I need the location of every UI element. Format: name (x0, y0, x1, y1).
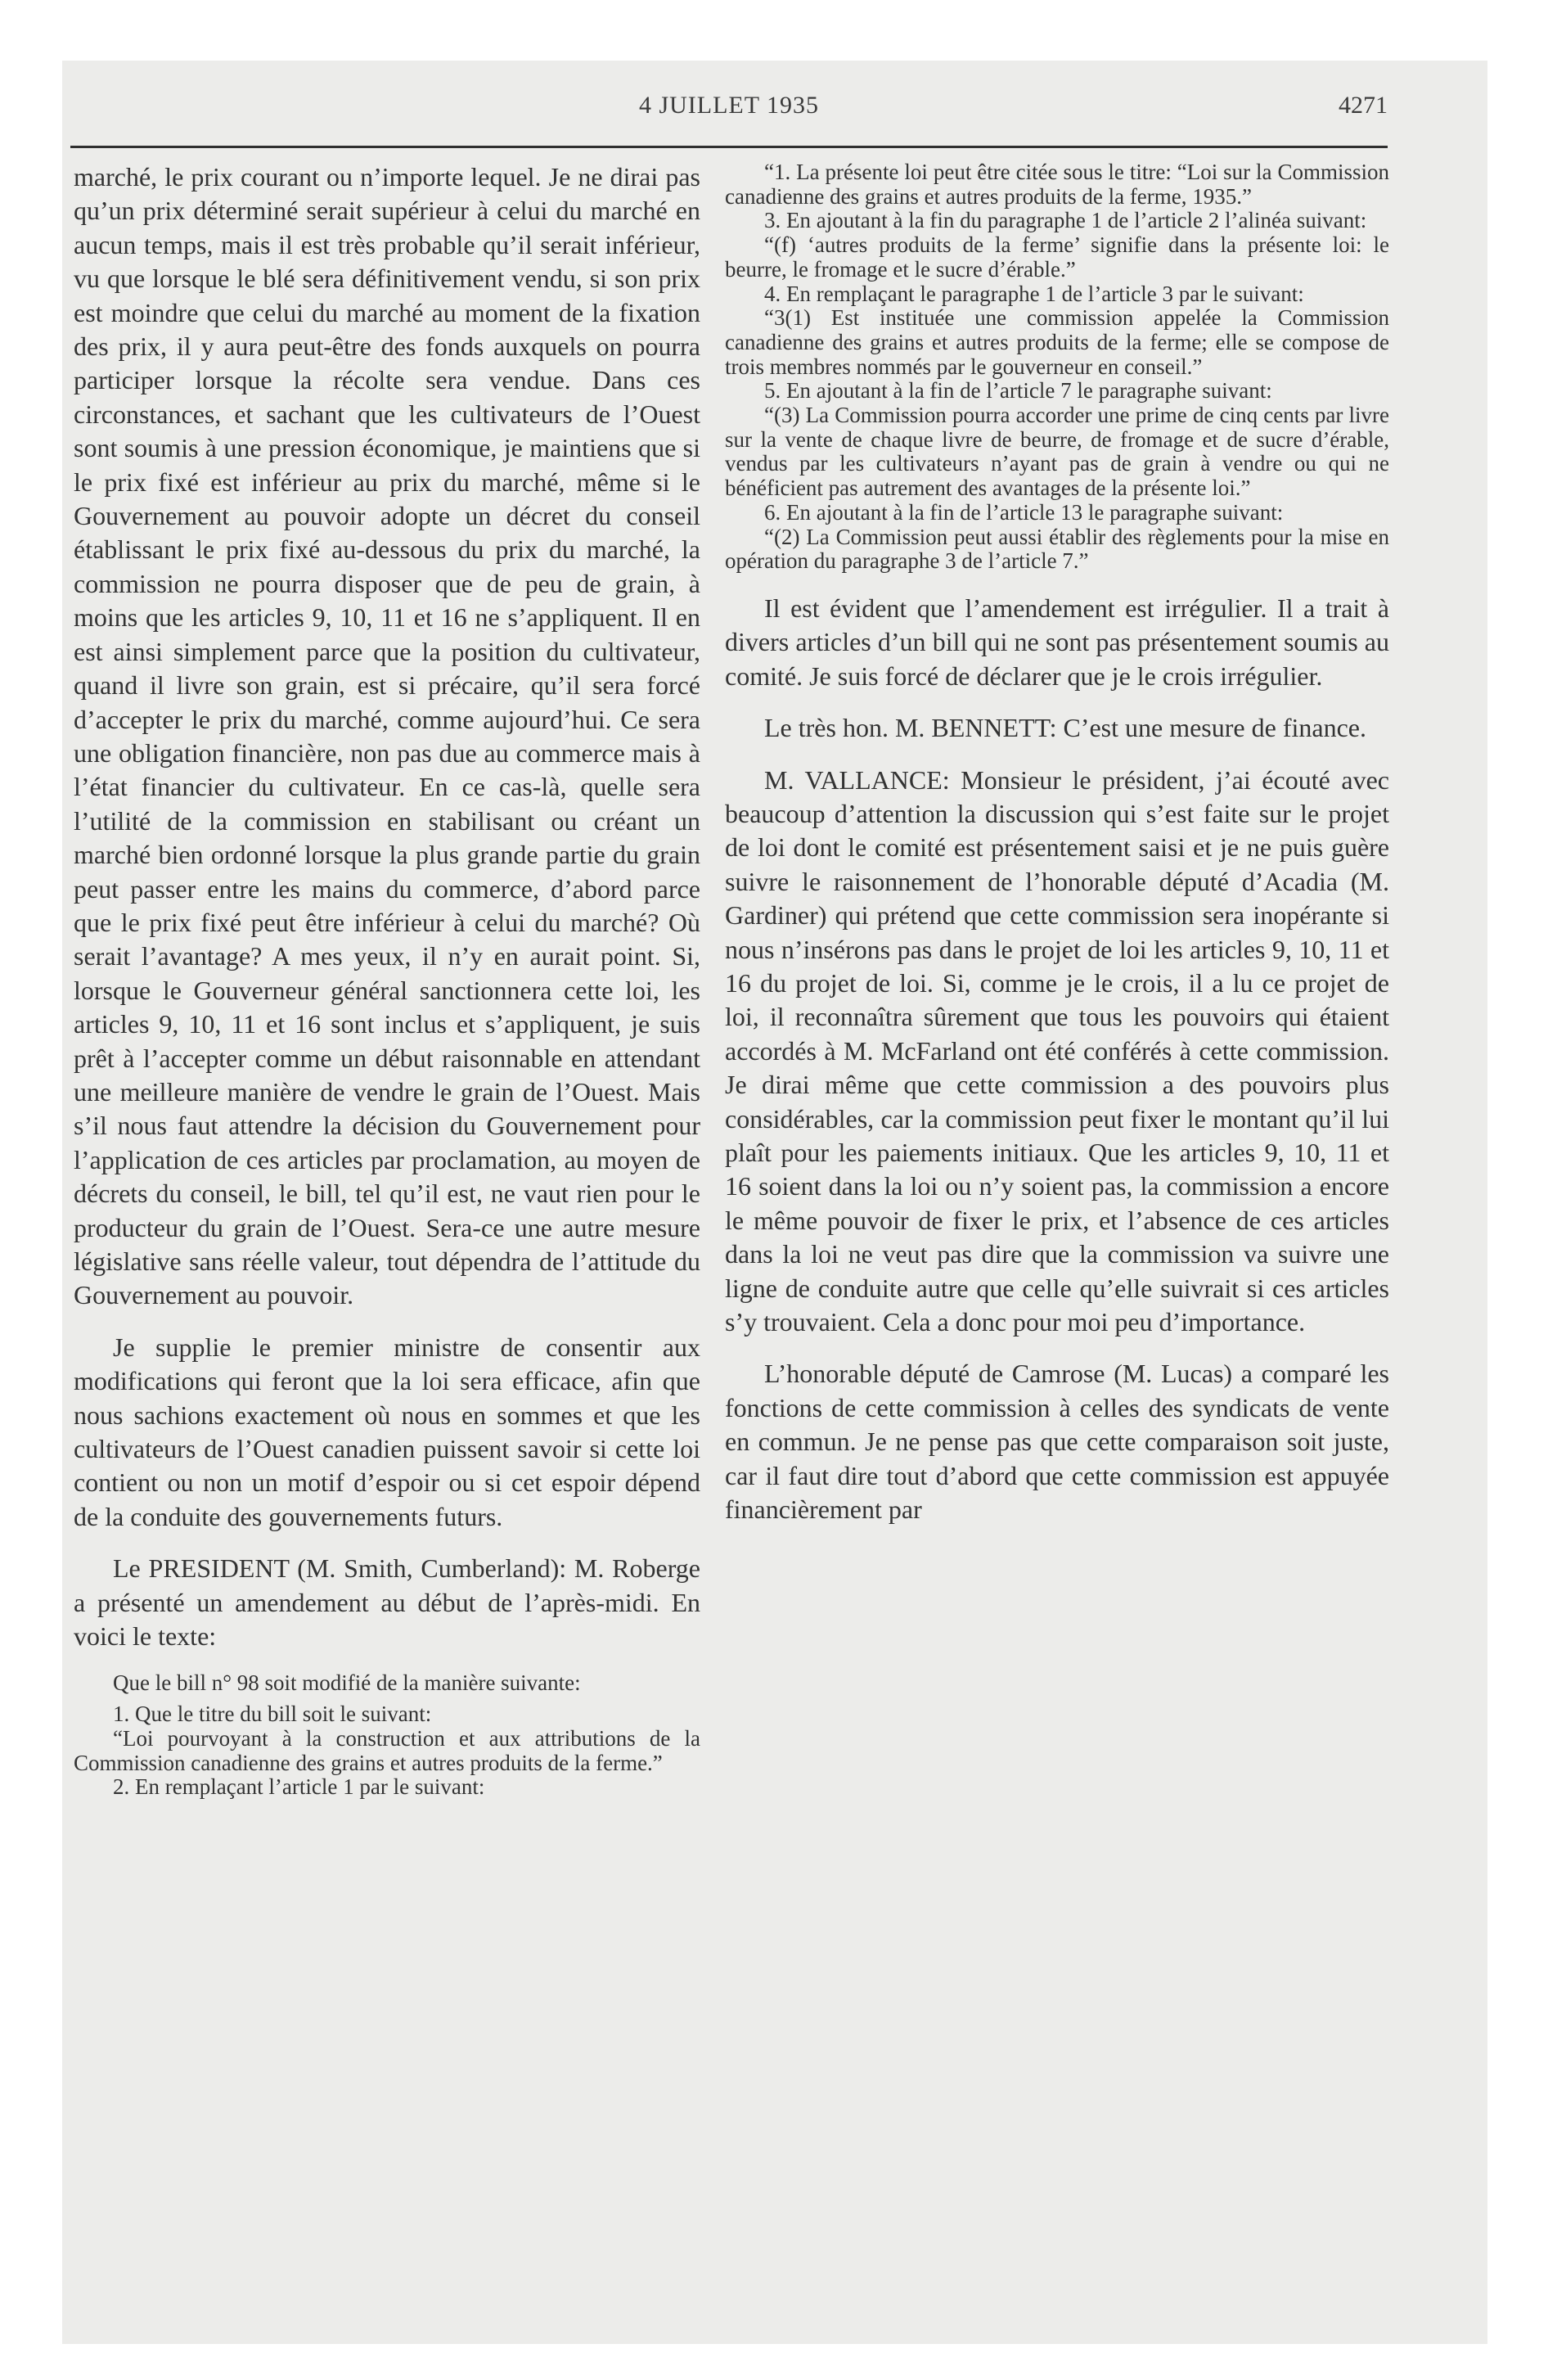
paragraph: Je supplie le premier ministre de consentir aux modifications qui feront que la loi sera efficace, afin que nous sachions exactement où nous en sommes et que les cultivateurs de l’Ouest canadien puissent savoir si cette loi contient ou non un motif d’espoir ou si cet espoir dépend de la conduite des gouvernements futurs. (74, 1332, 700, 1531)
page-number: 4271 (1339, 92, 1388, 119)
quoted-text: 6. En ajoutant à la fin de l’article 13 le paragraphe suivant: (764, 499, 1284, 525)
quoted-text: 1. Que le titre du bill soit le suivant: (113, 1702, 432, 1727)
header-date: 4 JUILLET 1935 (638, 92, 820, 119)
quoted-text: “(3) La Commission pourra accorder une prime de cinq cents par livre sur la vente de chaque livre de beurre, de fromage et de sucre d’érable, vendus par les cultivateurs n’ayant pas de grain à vendre ou qui ne bénéficient pas autrement des avantages de la présente loi.” (725, 403, 1389, 501)
quoted-text: 4. En remplaçant le paragraphe 1 de l’article 3 par le suivant: (764, 281, 1304, 306)
quoted-text: “Loi pourvoyant à la construction et aux attributions de la Commission canadienne des grains et autres produits de la ferme.” (74, 1725, 700, 1775)
paragraph: Il est évident que l’amendement est irrégulier. Il a trait à divers articles d’un bill qui ne sont pas présentement soumis au comité. Je suis forcé de déclarer que je le crois irrégulier. (725, 593, 1389, 691)
quoted-text: 2. En remplaçant l’article 1 par le suivant: (113, 1774, 485, 1800)
quoted-text: 3. En ajoutant à la fin du paragraphe 1 de l’article 2 l’alinéa suivant: (764, 208, 1367, 233)
speaker-paragraph: M. VALLANCE: Monsieur le président, j’ai écouté avec beaucoup d’attention la discussion qui s’est faite sur le projet de loi dont le comité est présentement saisi et je ne puis guère suivre le raisonnement de l’honorable député d’Acadia (M. Gardiner) qui prétend que cette commission sera inopérante si nous n’insérons pas dans le projet de loi les articles 9, 10, 11 et 16 du projet de loi. Si, comme je le crois, il a lu ce projet de loi, il reconnaîtra sûrement que tous les pouvoirs qui étaient accordés à M. McFarland ont été conférés à cette commission. Je dirai même que cette commission a des pouvoirs plus considérables, car la commission peut fixer le montant qu’il lui plaît pour les paiements initiaux. Que les articles 9, 10, 11 et 16 soient dans la loi ou n’y soient pas, la commission a encore le même pouvoir de fixer le prix, et l’absence de ces articles dans la loi ne veut pas dire que la commission va suivre une ligne de conduite autre que celle qu’elle suivrait si ces articles s’y trouvaient. Cela a donc pour moi peu d’importance. (725, 764, 1389, 1337)
quoted-text: “(2) La Commission peut aussi établir des règlements pour la mise en opération du paragraphe 3 de l’article 7.” (725, 524, 1389, 574)
paragraph: L’honorable député de Camrose (M. Lucas) a comparé les fonctions de cette commission à celles des syndicats de vente en commun. Je ne pense pas que cette comparaison soit juste, car il faut dire tout d’abord que cette commission est appuyée financièrement par (725, 1359, 1389, 1525)
quoted-text: Que le bill n° 98 soit modifié de la manière suivante: (113, 1670, 581, 1696)
right-column (725, 160, 1389, 1527)
speaker-paragraph: Le très hon. M. BENNETT: C’est une mesure de finance. (764, 713, 1366, 743)
quoted-text: “3(1) Est instituée une commission appelée la Commission canadienne des grains et autres produits de la ferme; elle se compose de trois membres nommés par le gouverneur en conseil.” (725, 305, 1389, 379)
quoted-text: “(f) ‘autres produits de la ferme’ signifie dans la présente loi: le beurre, le fromage et le sucre d’érable.” (725, 232, 1389, 282)
page-header (70, 92, 1388, 133)
header-rule (70, 146, 1388, 148)
paragraph: marché, le prix courant ou n’importe lequel. Je ne dirai pas qu’un prix déterminé serait supérieur à celui du marché en aucun temps, mais il est très probable qu’il serait inférieur, vu que lorsque le blé sera définitivement vendu, si son prix est moindre que celui du marché au moment de la fixation des prix, il y aura peut-être des fonds auxquels on pourra participer lorsque la récolte sera vendue. Dans ces circonstances, et sachant que les cultivateurs de l’Ouest sont soumis à une pression économique, je maintiens que si le prix fixé est inférieur au prix du marché, même si le Gouvernement au pouvoir adopte un décret du conseil établissant le prix fixé au-dessous du prix du marché, la commission ne pourra disposer que de peu de grain, à moins que les articles 9, 10, 11 et 16 ne s’appliquent. Il en est ainsi simplement parce que la position du cultivateur, quand il livre son grain, est si précaire, qu’il sera forcé d’accepter le prix du marché, comme aujourd’hui. Ce sera une obligation financière, non pas due au commerce mais à l’état financier du cultivateur. En ce cas-là, quelle sera l’utilité de la commission en stabilisant ou créant un marché bien ordonné lorsque la plus grande partie du grain peut passer entre les mains du commerce, d’abord parce que le prix fixé peut être inférieur à celui du marché? Où serait l’avantage? A mes yeux, il n’y en aurait point. Si, lorsque le Gouverneur général sanctionnera cette loi, les articles 9, 10, 11 et 16 sont inclus et s’appliquent, je suis prêt à l’accepter comme un début raisonnable en attendant une meilleure manière de vendre le grain de l’Ouest. Mais s’il nous faut attendre la décision du Gouvernement pour l’application de ces articles par proclamation, au moyen de décrets du conseil, le bill, tel qu’il est, ne vaut rien pour le producteur du grain de l’Ouest. Sera-ce une autre mesure législative sans réelle valeur, tout dépendra de l’attitude du Gouvernement au pouvoir. (74, 162, 700, 1310)
speaker-paragraph: Le PRESIDENT (M. Smith, Cumberland): M. Roberge a présenté un amendement au début de l’après-midi. En voici le texte: (74, 1553, 700, 1652)
quoted-text: 5. En ajoutant à la fin de l’article 7 le paragraphe suivant: (764, 378, 1272, 403)
left-column (74, 160, 700, 1800)
quoted-text: “1. La présente loi peut être citée sous le titre: “Loi sur la Commission canadienne des grains et autres produits de la ferme, 1935.” (725, 160, 1389, 209)
